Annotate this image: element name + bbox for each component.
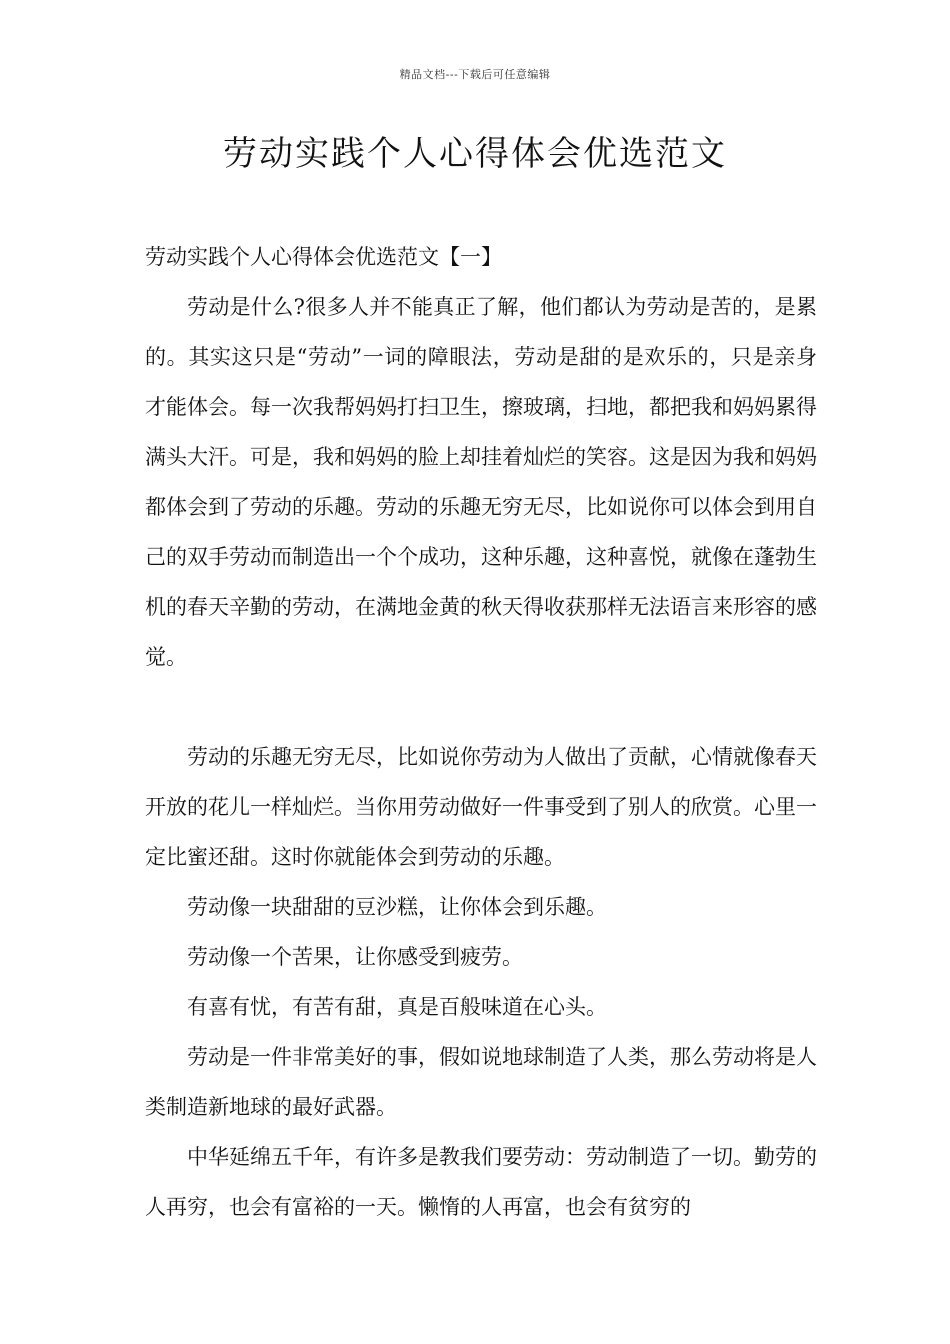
document-title: 劳动实践个人心得体会优选范文	[223, 134, 727, 174]
paragraph: 有喜有忧，有苦有甜，真是百般味道在心头。	[187, 995, 607, 1019]
paragraph-spacer	[145, 682, 817, 732]
document-body	[145, 232, 817, 1232]
paragraph: 劳动像一块甜甜的豆沙糕，让你体会到乐趣。	[187, 895, 607, 919]
header-note: 精品文档---下载后可任意编辑	[399, 68, 551, 81]
paragraph: 劳动的乐趣无穷无尽，比如说你劳动为人做出了贡献，心情就像春天开放的花儿一样灿烂。当你用劳动做好一件事受到了别人的欣赏。心里一定比蜜还甜。这时你就能体会到劳动的乐趣。	[145, 745, 817, 869]
paragraph: 劳动像一个苦果，让你感受到疲劳。	[187, 945, 523, 969]
section-heading: 劳动实践个人心得体会优选范文【一】	[145, 245, 502, 269]
paragraph: 中华延绵五千年，有许多是教我们要劳动：劳动制造了一切。勤劳的人再穷，也会有富裕的一天。懒惰的人再富，也会有贫穷的	[145, 1145, 817, 1219]
paragraph: 劳动是一件非常美好的事，假如说地球制造了人类，那么劳动将是人类制造新地球的最好武器。	[145, 1045, 817, 1119]
paragraph: 劳动是什么?很多人并不能真正了解，他们都认为劳动是苦的，是累的。其实这只是“劳动”一词的障眼法，劳动是甜的是欢乐的，只是亲身才能体会。每一次我帮妈妈打扫卫生，擦玻璃，扫地，都把我和妈妈累得满头大汗。可是，我和妈妈的脸上却挂着灿烂的笑容。这是因为我和妈妈都体会到了劳动的乐趣。劳动的乐趣无穷无尽，比如说你可以体会到用自己的双手劳动而制造出一个个成功，这种乐趣，这种喜悦，就像在蓬勃生机的春天辛勤的劳动，在满地金黄的秋天得收获那样无法语言来形容的感觉。	[145, 295, 817, 669]
